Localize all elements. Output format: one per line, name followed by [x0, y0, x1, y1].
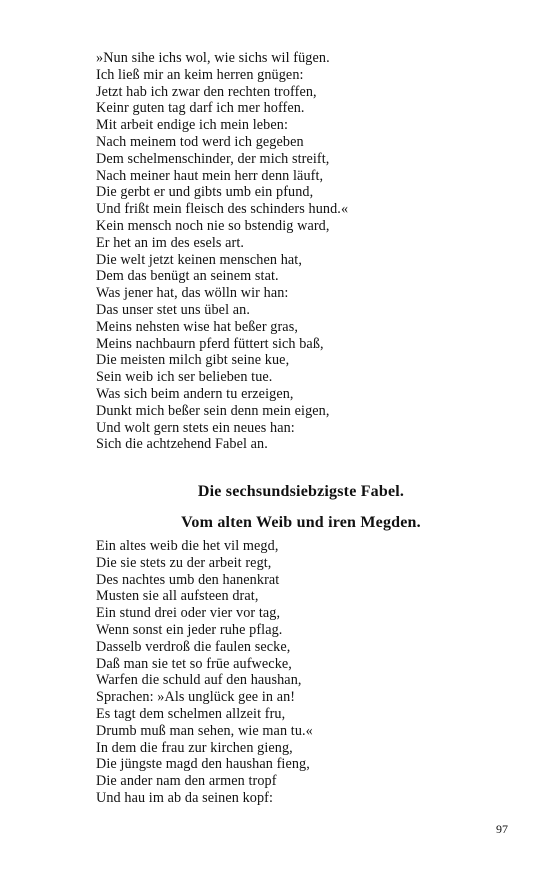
verse-line: In dem die frau zur kirchen gieng, — [96, 739, 293, 756]
verse-line: Meins nehsten wise hat beßer gras, — [96, 318, 298, 335]
verse-line: Ein altes weib die het vil megd, — [96, 538, 279, 554]
verse-line: Mit arbeit endige ich mein leben: — [96, 117, 289, 134]
verse-line: Kein mensch noch nie so bstendig ward, — [96, 217, 330, 234]
fable-subtitle: Vom alten Weib und iren Megden. — [181, 514, 421, 531]
verse-line: Ein stund drei oder vier vor tag, — [96, 605, 281, 622]
verse-line: Was jener hat, das wölln wir han: — [96, 285, 289, 302]
verse-line: Es tagt dem schelmen allzeit fru, — [96, 705, 286, 722]
verse-line: Dasselb verdroß die faulen secke, — [96, 638, 291, 655]
verse-line: Dunkt mich beßer sein denn mein eigen, — [96, 402, 330, 419]
stanza-new-fable — [96, 538, 496, 807]
verse-line: Die ander nam den armen tropf — [96, 773, 277, 790]
verse-line: Daß man sie tet so frūe aufwecke, — [96, 655, 292, 672]
verse-line: Des nachtes umb den hanenkrat — [96, 571, 280, 588]
verse-line: Und wolt gern stets ein neues han: — [96, 419, 295, 436]
verse-line: Das unser stet uns übel an. — [96, 301, 251, 318]
verse-line: Ich ließ mir an keim herren gnügen: — [96, 66, 304, 83]
verse-line: Dem schelmenschinder, der mich streift, — [96, 150, 330, 167]
fable-title: Die sechsundsiebzigste Fabel. — [197, 483, 405, 500]
verse-line: »Nun sihe ichs wol, wie sichs wil fügen. — [96, 50, 330, 66]
page-number: 97 — [496, 822, 508, 836]
verse-line: Und frißt mein fleisch des schinders hund.« — [96, 201, 349, 218]
verse-line: Warfen die schuld auf den haushan, — [96, 672, 302, 689]
verse-line: Meins nachbaurn pferd füttert sich baß, — [96, 335, 324, 352]
verse-line: Sprachen: »Als unglück gee in an! — [96, 689, 296, 706]
verse-line: Jetzt hab ich zwar den rechten troffen, — [96, 83, 317, 100]
verse-line: Die welt jetzt keinen menschen hat, — [96, 251, 302, 268]
verse-line: Sein weib ich ser belieben tue. — [96, 369, 273, 386]
verse-line: Keinr guten tag darf ich mer hoffen. — [96, 100, 305, 117]
verse-line: Sich die achtzehend Fabel an. — [96, 436, 268, 453]
verse-line: Dem das benügt an seinem stat. — [96, 268, 279, 285]
verse-line: Die gerbt er und gibts umb ein pfund, — [96, 184, 314, 201]
verse-line: Nach meinem tod werd ich gegeben — [96, 133, 304, 150]
verse-line: Was sich beim andern tu erzeigen, — [96, 385, 294, 402]
verse-line: Die jüngste magd den haushan fieng, — [96, 756, 310, 773]
verse-line: Die sie stets zu der arbeit regt, — [96, 554, 272, 571]
verse-line: Wenn sonst ein jeder ruhe pflag. — [96, 621, 283, 638]
verse-line: Musten sie all aufsteen drat, — [96, 588, 259, 605]
verse-line: Er het an im des esels art. — [96, 234, 245, 251]
verse-line: Drumb muß man sehen, wie man tu.« — [96, 722, 313, 739]
stanza-previous-fable — [96, 50, 496, 453]
verse-line: Nach meiner haut mein herr denn läuft, — [96, 167, 324, 184]
verse-line: Die meisten milch gibt seine kue, — [96, 352, 290, 369]
verse-line: Und hau im ab da seinen kopf: — [96, 789, 274, 806]
